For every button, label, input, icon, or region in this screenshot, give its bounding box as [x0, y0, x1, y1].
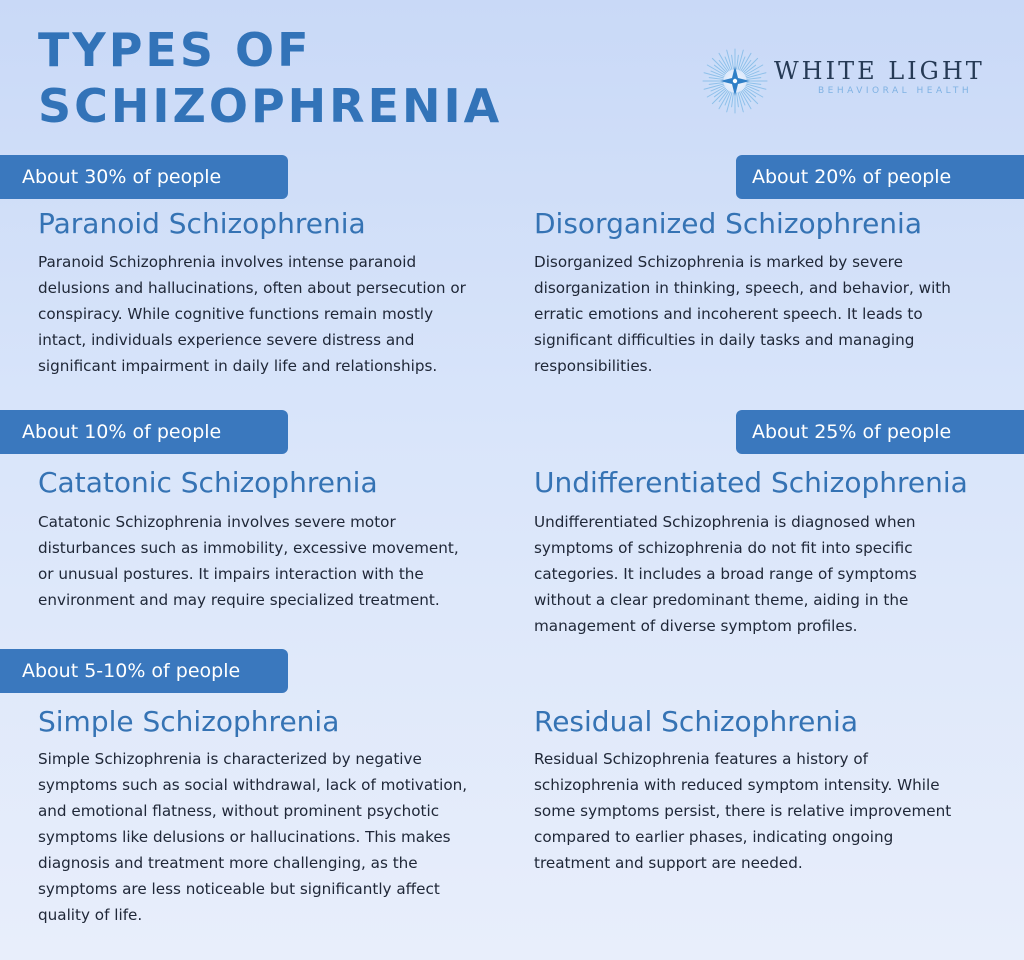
description-simple: Simple Schizophrenia is characterized by negative symptoms such as social withdrawal, lack of motivation, and emotional flatness, without prominent psychotic symptoms like delusions or hallucinations. This makes diagnosis and treatment more challenging, as the symptoms are less noticeable but significantly affect quality of life. — [38, 750, 468, 924]
brand-logo — [700, 46, 1000, 116]
heading-undifferentiated: Undifferentiated Schizophrenia — [534, 466, 968, 499]
prevalence-tag-disorganized: About 20% of people — [736, 155, 1024, 199]
heading-simple: Simple Schizophrenia — [38, 705, 340, 738]
prevalence-tag-simple: About 5-10% of people — [0, 649, 288, 693]
heading-disorganized: Disorganized Schizophrenia — [534, 207, 922, 240]
page-title — [38, 22, 502, 134]
prevalence-tag-paranoid: About 30% of people — [0, 155, 288, 199]
page-title-line-2: SCHIZOPHRENIA — [38, 79, 503, 133]
description-residual: Residual Schizophrenia features a history of schizophrenia with reduced symptom intensity. While some symptoms persist, there is relative improvement compared to earlier phases, indicating ongoing treatment and support are needed. — [534, 750, 952, 872]
heading-paranoid: Paranoid Schizophrenia — [38, 207, 366, 240]
prevalence-tag-catatonic: About 10% of people — [0, 410, 288, 454]
heading-residual: Residual Schizophrenia — [534, 705, 858, 738]
description-disorganized: Disorganized Schizophrenia is marked by severe disorganization in thinking, speech, and behavior, with erratic emotions and incoherent speech. It leads to significant difficulties in daily tasks and managing responsibilities. — [534, 253, 951, 375]
prevalence-tag-undifferentiated: About 25% of people — [736, 410, 1024, 454]
logo-name: WHITE LIGHT — [774, 57, 985, 85]
heading-catatonic: Catatonic Schizophrenia — [38, 466, 378, 499]
description-paranoid: Paranoid Schizophrenia involves intense paranoid delusions and hallucinations, often about persecution or conspiracy. While cognitive functions remain mostly intact, individuals experience severe distress and significant impairment in daily life and relationships. — [38, 253, 466, 375]
logo-subtitle: BEHAVIORAL HEALTH — [818, 86, 973, 96]
description-catatonic: Catatonic Schizophrenia involves severe motor disturbances such as immobility, excessive movement, or unusual postures. It impairs interaction with the environment and may require specialized treatment. — [38, 513, 459, 609]
page-title-line-1: TYPES OF — [38, 23, 312, 77]
description-undifferentiated: Undifferentiated Schizophrenia is diagnosed when symptoms of schizophrenia do not fit into specific categories. It includes a broad range of symptoms without a clear predominant theme, aiding in the management of diverse symptom profiles. — [534, 513, 917, 635]
starburst-icon — [700, 46, 770, 116]
